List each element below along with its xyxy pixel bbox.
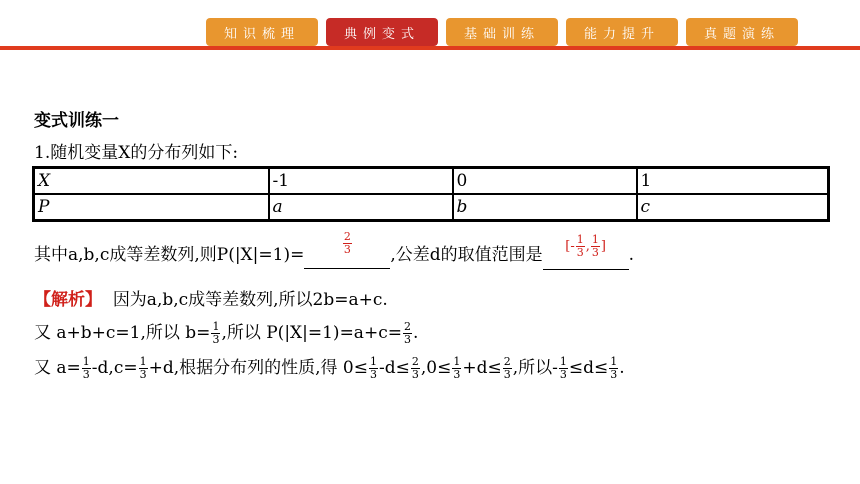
analysis-label: 【解析】: [34, 290, 102, 310]
solution-line-3: 又 a= $\frac{1}{3}$ -d,c= $\frac{1}{3}$ +d,根据分布列的性质,得 0≤ $\frac{1}{3}$ -d≤ $\frac{2}{3}$ ,0≤ $\frac{1}{3}$ +d≤ $\frac{2}{3}$ ,所以- $\frac{1}{3}$ ≤d≤ $\frac{1}{3}$ .: [34, 355, 625, 381]
table-cell: c: [637, 194, 829, 221]
tab-ability[interactable]: 能力提升: [566, 18, 678, 46]
table-cell: 1: [637, 168, 829, 195]
problem-text-a: 其中a,b,c成等差数列,则P(|X|=1)=: [34, 245, 305, 265]
table-cell: b: [453, 194, 637, 221]
table-cell: X: [34, 168, 269, 195]
table-cell: a: [269, 194, 453, 221]
distribution-table: [32, 166, 830, 222]
solution-line-1: 【解析】 因为a,b,c成等差数列,所以2b=a+c.: [34, 290, 388, 310]
answer-blank-2: [543, 233, 629, 270]
answer-fraction: $\frac{2}{3}$: [343, 230, 351, 256]
table-cell: 0: [453, 168, 637, 195]
table-row: [34, 194, 829, 221]
table-row: [34, 168, 829, 195]
answer-blank-1: [304, 230, 390, 269]
section-title: 变式训练一: [34, 111, 119, 131]
question-text: 1.随机变量X的分布列如下:: [34, 143, 239, 163]
answer-range: [- 1 3 , 1 3 ]: [565, 233, 606, 259]
nav-tabs: [206, 18, 798, 46]
table-cell: -1: [269, 168, 453, 195]
problem-line: 其中a,b,c成等差数列,则P(|X|=1)= $\frac{2}{3}$ ,公差d的取值范围是 [- 1 3 , 1 3 ] .: [34, 240, 634, 270]
table-cell: P: [34, 194, 269, 221]
tab-real-questions[interactable]: 真题演练: [686, 18, 798, 46]
problem-text-b: ,公差d的取值范围是: [390, 245, 543, 265]
header-rule: [0, 46, 860, 50]
tab-basic-training[interactable]: 基础训练: [446, 18, 558, 46]
solution-line-2: 又 a+b+c=1,所以 b= $\frac{1}{3}$ ,所以 P(|X|=1)=a+c= $\frac{2}{3}$ .: [34, 320, 419, 346]
tab-examples[interactable]: 典例变式: [326, 18, 438, 46]
tab-knowledge[interactable]: 知识梳理: [206, 18, 318, 46]
